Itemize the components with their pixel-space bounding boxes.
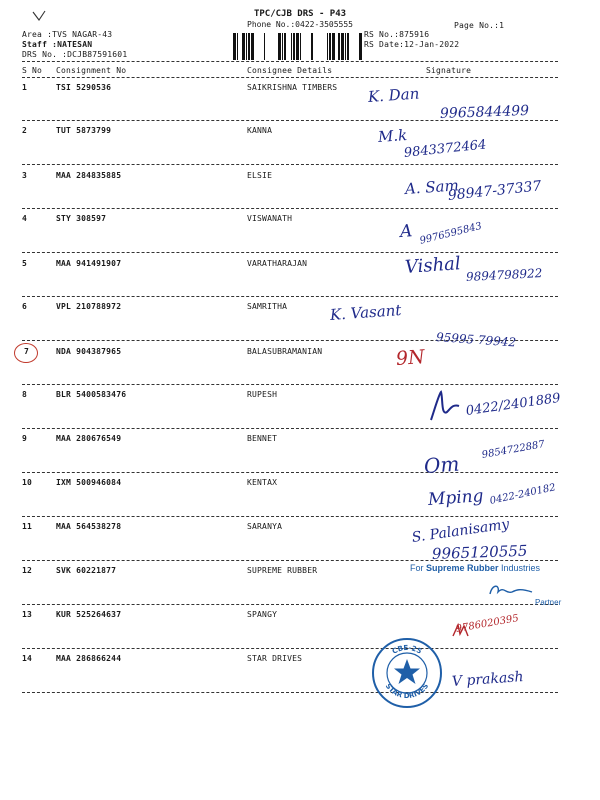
row-consignee: SUPREME RUBBER	[247, 566, 318, 575]
divider	[22, 648, 558, 649]
phone-number: Phone No.:0422-3505555	[247, 20, 353, 29]
col-sno: S No	[22, 66, 43, 75]
row-consignee: VARATHARAJAN	[247, 259, 308, 268]
row-consignee: STAR DRIVES	[247, 654, 303, 663]
rs-date: RS Date:12-Jan-2022	[364, 40, 460, 49]
table-row	[0, 302, 600, 314]
svg-text:STAR DRIVES	[384, 682, 431, 700]
col-consignee: Consignee Details	[247, 66, 333, 75]
divider	[22, 77, 558, 78]
signature-number-4: 9976595843	[418, 220, 484, 247]
row-sno: 5	[22, 259, 28, 268]
row-sno: 14	[22, 654, 33, 663]
signature-number-3: 98947-37337	[447, 178, 543, 204]
signature-number-5: 9894798922	[465, 266, 543, 284]
row-consignment: MAA 284835885	[56, 171, 122, 180]
signature-4: A	[399, 221, 413, 242]
row-consignee: BENNET	[247, 434, 278, 443]
signature-number-6: 95995 79942	[435, 330, 517, 350]
row-consignee: SAIKRISHNA TIMBERS	[247, 83, 338, 92]
row-sno: 10	[22, 478, 33, 487]
col-consignment: Consignment No	[56, 66, 127, 75]
svg-text:CBE-25	[391, 644, 423, 656]
supreme-signature-scribble	[486, 580, 536, 600]
divider	[22, 604, 558, 605]
row-consignee: ELSIE	[247, 171, 273, 180]
row-consignment: BLR 5400583476	[56, 390, 127, 399]
pen-mark	[30, 8, 50, 28]
signature-number-9: 9854722887	[481, 439, 546, 461]
table-row	[0, 654, 600, 666]
star-drives-stamp	[370, 636, 444, 710]
divider	[22, 692, 558, 693]
divider	[22, 61, 558, 62]
signature-11: S. Palanisamy	[410, 516, 511, 546]
row-sno: 3	[22, 171, 28, 180]
supreme-stamp-partner: Partner	[535, 598, 562, 607]
signature-number-8: 0422/2401889	[464, 390, 562, 419]
row-consignment: VPL 210788972	[56, 302, 122, 311]
row-consignment: TUT 5873799	[56, 126, 112, 135]
staff-label: Staff :NATESAN	[22, 40, 93, 49]
divider	[22, 472, 558, 473]
table-row	[0, 478, 600, 490]
star-stamp-bottom: STAR DRIVES	[383, 682, 431, 701]
row-sno: 7	[24, 347, 30, 356]
signature-5: Vishal	[404, 253, 462, 278]
row-sno: 9	[22, 434, 28, 443]
signature-10: Mping	[427, 486, 485, 510]
row-consignment: TSI 5290536	[56, 83, 112, 92]
signature-number-1: 9965844499	[439, 102, 530, 122]
signature-number-13: 9786020395	[455, 613, 520, 635]
sheet-title: TPC/CJB DRS - P43	[253, 9, 347, 19]
divider	[22, 428, 558, 429]
signature-2: M.k	[377, 125, 408, 146]
row-sno: 11	[22, 522, 33, 531]
row-sno: 4	[22, 214, 28, 223]
row-consignment: MAA 564538278	[56, 522, 122, 531]
divider	[22, 208, 558, 209]
row-consignment: KUR 525264637	[56, 610, 122, 619]
star-stamp-top: CBE-25	[390, 643, 424, 656]
row-consignee: SAMRITHA	[247, 302, 288, 311]
signature-number-10: 0422-240182	[488, 482, 557, 507]
row-consignee: BALASUBRAMANIAN	[247, 347, 323, 356]
row-sno: 12	[22, 566, 33, 575]
row-consignment: MAA 280676549	[56, 434, 122, 443]
row-sno: 8	[22, 390, 28, 399]
rs-number: RS No.:875916	[364, 30, 430, 39]
row-consignee: VISWANATH	[247, 214, 293, 223]
row-consignee: RUPESH	[247, 390, 278, 399]
divider	[22, 516, 558, 517]
signature-14: V prakash	[451, 669, 524, 690]
divider	[22, 252, 558, 253]
signature-scribble-8	[425, 388, 465, 424]
signature-9: Om	[423, 451, 461, 478]
area-label: Area :TVS NAGAR-43	[22, 30, 113, 39]
row-sno: 13	[22, 610, 33, 619]
signature-3: A. Sam	[404, 176, 460, 198]
row-sno: 1	[22, 83, 28, 92]
table-row	[0, 126, 600, 138]
row-consignment: STY 308597	[56, 214, 107, 223]
table-row	[0, 214, 600, 226]
row-consignment: SVK 60221877	[56, 566, 117, 575]
signature-1: K. Dan	[367, 84, 420, 106]
divider	[22, 384, 558, 385]
row-consignment: IXM 500946084	[56, 478, 122, 487]
signature-6: K. Vasant	[329, 301, 402, 324]
row-consignee: KENTAX	[247, 478, 278, 487]
row-consignee: KANNA	[247, 126, 273, 135]
divider	[22, 164, 558, 165]
circled-row-mark	[14, 343, 38, 363]
table-row	[0, 83, 600, 95]
row-sno: 2	[22, 126, 28, 135]
signature-number-11: 9965120555	[431, 541, 528, 563]
row-sno: 6	[22, 302, 28, 311]
row-consignee: SARANYA	[247, 522, 283, 531]
divider	[22, 296, 558, 297]
row-consignment: NDA 904387965	[56, 347, 122, 356]
barcode-image	[232, 33, 362, 60]
row-consignment: MAA 941491907	[56, 259, 122, 268]
drs-number: DRS No. :DCJB87591601	[22, 50, 128, 59]
signature-number-2: 9843372464	[403, 137, 488, 161]
row-consignment: MAA 286866244	[56, 654, 122, 663]
col-signature: Signature	[426, 66, 472, 75]
supreme-stamp: For Supreme Rubber Industries	[410, 563, 541, 573]
signature-7: 9N	[395, 346, 426, 370]
page-number: Page No.:1	[454, 21, 505, 30]
row-consignee: SPANGY	[247, 610, 278, 619]
